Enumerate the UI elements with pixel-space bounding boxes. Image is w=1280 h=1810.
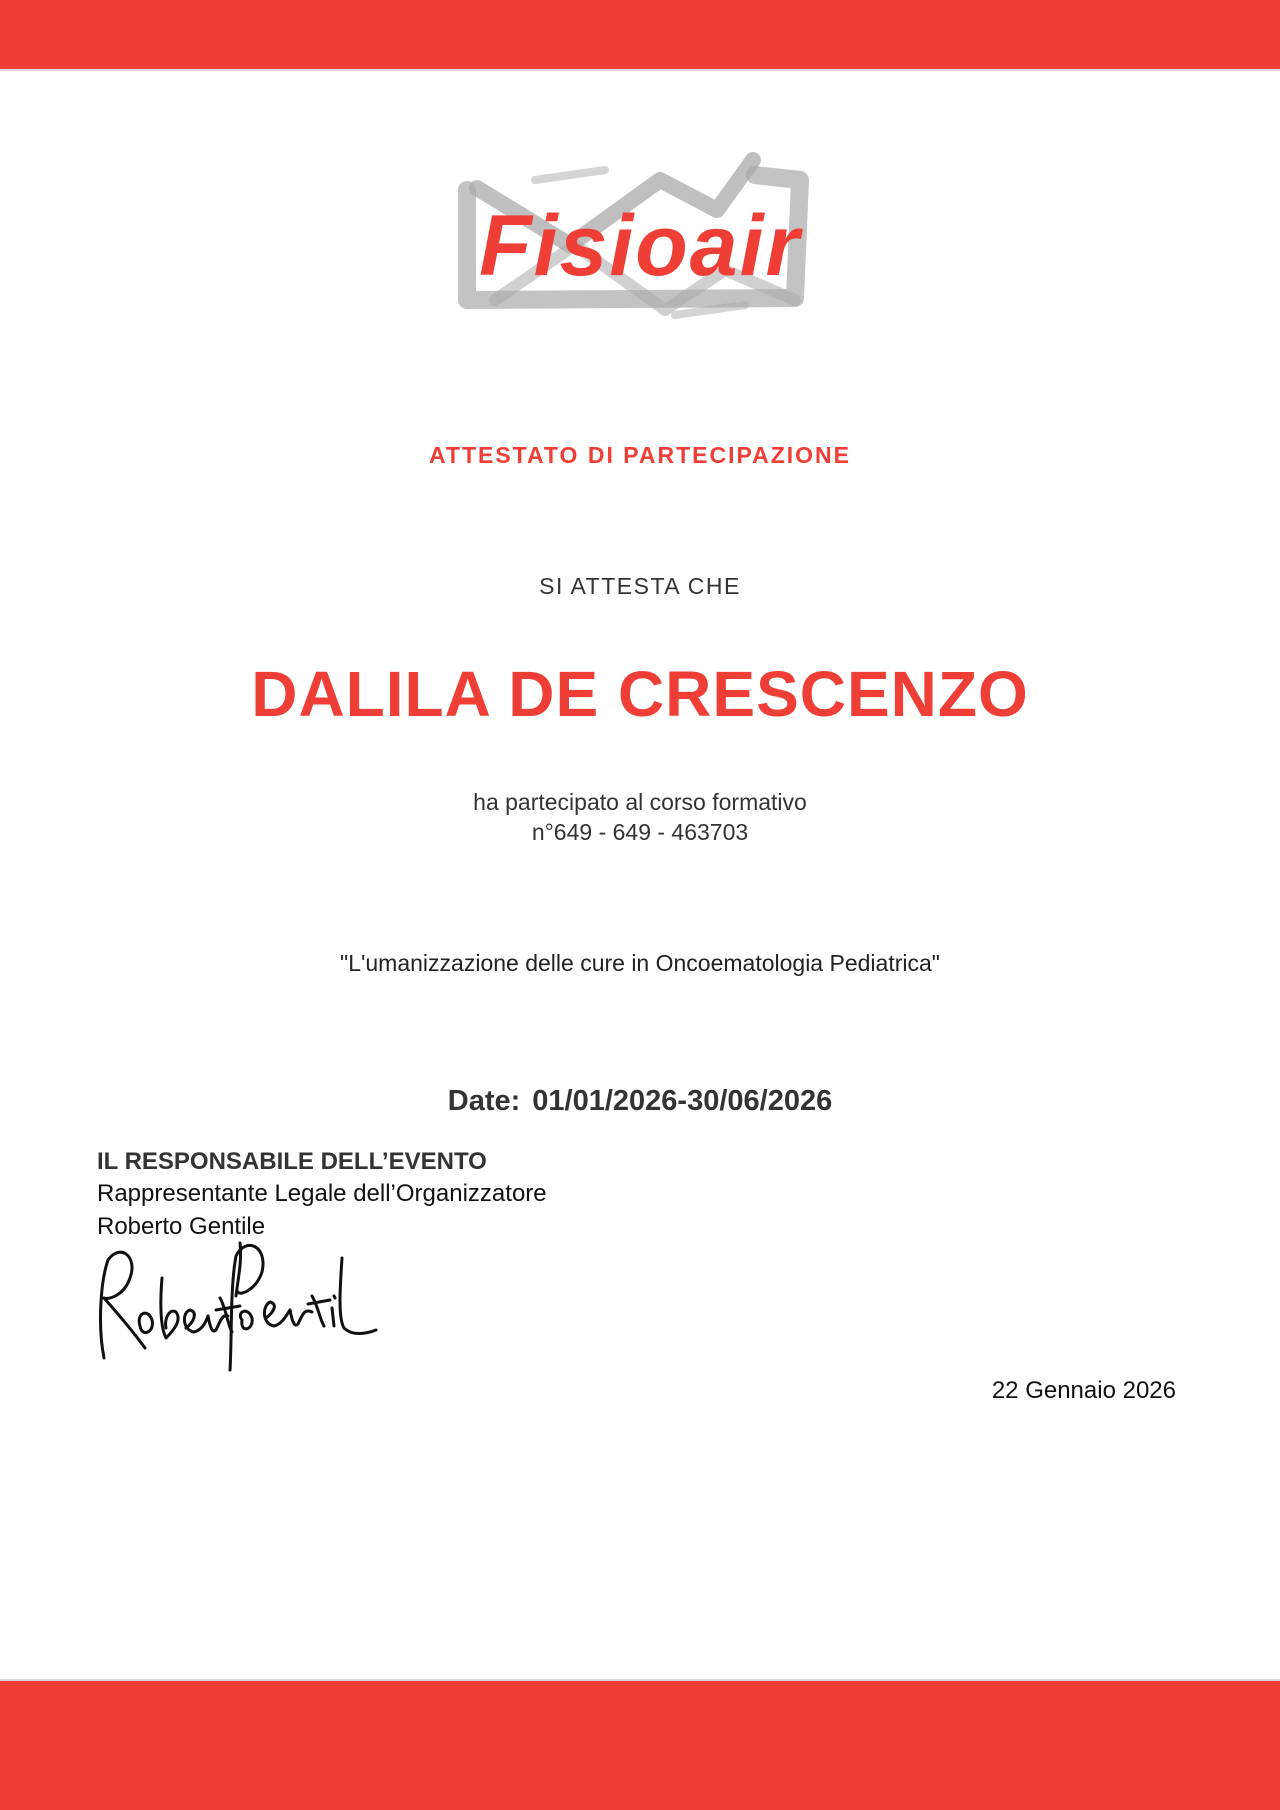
participant-name: DALILA DE CRESCENZO [251, 658, 1029, 730]
bottom-red-band [0, 1681, 1280, 1810]
bottom-band-edge [0, 1679, 1280, 1681]
issue-date: 22 Gennaio 2026 [991, 1377, 1176, 1404]
course-number: n°649 - 649 - 463703 [531, 819, 749, 845]
top-band-edge [0, 69, 1280, 71]
certificate-title: ATTESTATO DI PARTECIPAZIONE [429, 442, 851, 468]
course-title: "L'umanizzazione delle cure in Oncoematologia Pediatrica" [340, 950, 940, 976]
fisioair-logo [455, 150, 825, 330]
signatory-name: Roberto Gentile [97, 1213, 266, 1240]
handwritten-signature [90, 1238, 380, 1373]
certificate-intro: SI ATTESTA CHE [539, 573, 741, 599]
signatory-heading: IL RESPONSABILE DELL’EVENTO [97, 1148, 487, 1175]
signatory-role: Rappresentante Legale dell’Organizzatore [97, 1180, 547, 1207]
dates-value: 01/01/2026-30/06/2026 [532, 1085, 833, 1117]
logo-text: Fisioair [479, 198, 801, 294]
course-dates [0, 1085, 1280, 1118]
course-participation-line: ha partecipato al corso formativo [473, 789, 807, 815]
dates-label: Date: [447, 1085, 521, 1117]
top-red-band [0, 0, 1280, 69]
